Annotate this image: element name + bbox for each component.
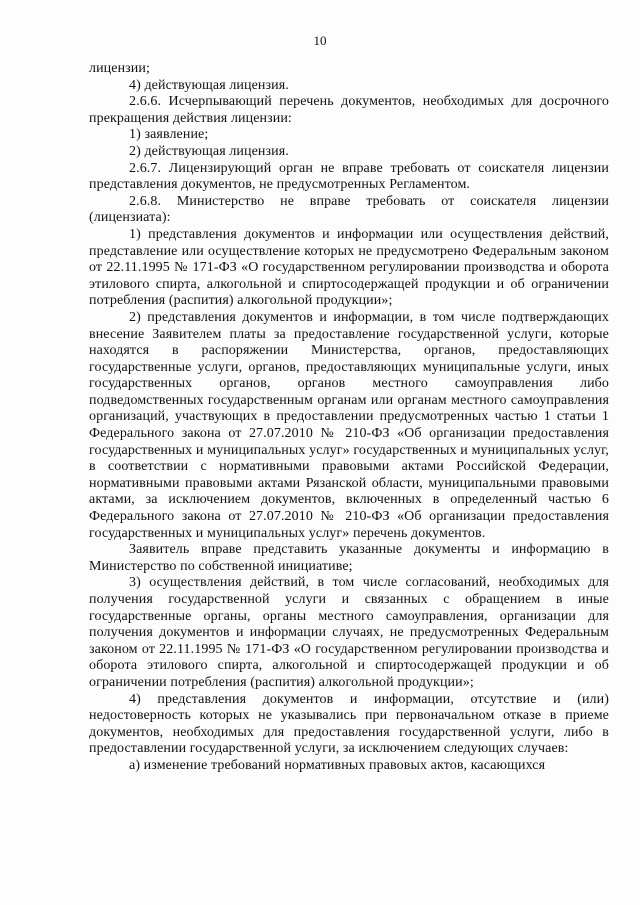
paragraph-item-4-documents: 4) представления документов и информации, отсутствие и (или) недостоверность которых не указывались при первоначальном отказе в приеме документов, необходимых для предоставления государственной услуги, либо в предоставлении государственной услуги, за исключением следующих случаев: [89, 691, 609, 757]
paragraph-item-a-requirements: а) изменение требований нормативных правовых актов, касающихся [129, 757, 546, 773]
paragraph-applicant-right: Заявитель вправе представить указанные документы и информацию в Министерство по собственной инициативе; [89, 542, 609, 574]
paragraph-licenzii: лицензии; [89, 61, 150, 76]
paragraph-2-6-7: 2.6.7. Лицензирующий орган не вправе требовать от соискателя лицензии представления документов, не предусмотренных Регламентом. [89, 160, 609, 193]
paragraph-item-2-license: 2) действующая лицензия. [129, 143, 289, 159]
paragraph-item-3-actions: 3) осуществления действий, в том числе согласований, необходимых для получения государственной услуги и связанных с обращением в иные государственные органы, органы местного самоуправления, организации для получения документов и информации случаях, не предусмотренных Федеральным законом от 22.11.1995 № 171-ФЗ «О государственном регулировании производства и оборота этилового спирта, алкогольной и спиртосодержащей продукции и об ограничении потребления (распития) алкогольной продукции»; [89, 575, 609, 690]
paragraph-2-6-8: 2.6.8. Министерство не вправе требовать от соискателя лицензии (лицензиата): [89, 193, 609, 226]
paragraph-item-1-application: 1) заявление; [129, 127, 209, 143]
paragraph-2-6-6: 2.6.6. Исчерпывающий перечень документов, необходимых для досрочного прекращения действия лицензии: [89, 94, 609, 126]
paragraph-item-4-license: 4) действующая лицензия. [129, 77, 289, 93]
page-number: 10 [313, 33, 327, 48]
paragraph-item-1-documents: 1) представления документов и информации или осуществления действий, представление или осуществление которых не предусмотрено Федеральным законом от 22.11.1995 № 171-ФЗ «О государственном регулировании производства и оборота этилового спирта, алкогольной и спиртосодержащей продукции и об ограничении потребления (распития) алкогольной продукции»; [89, 226, 609, 309]
paragraph-item-2-documents: 2) представления документов и информации, в том числе подтверждающих внесение Заявителем платы за предоставление государственной услуги, которые находятся в распоряжении Министерства, органов, предоставляющих государственные услуги, органов, предоставляющих муниципальные услуги, иных государственных органов, органов местного самоуправления либо подведомственных государственным органам или органам местного самоуправления организаций, участвующих в предоставлении предусмотренных частью 1 статьи 1 Федерального закона от 27.07.2010 № 210-ФЗ «Об организации предоставления государственных и муниципальных услуг» государственных и муниципальных услуг, в соответствии с нормативными правовыми актами Российской Федерации, нормативными правовыми актами Рязанской области, муниципальными правовыми актами, за исключением документов, включенных в определенный частью 6 Федерального закона от 27.07.2010 № 210-ФЗ «Об организации предоставления государственных и муниципальных услуг» перечень документов. [89, 309, 609, 541]
document-body [89, 61, 609, 775]
